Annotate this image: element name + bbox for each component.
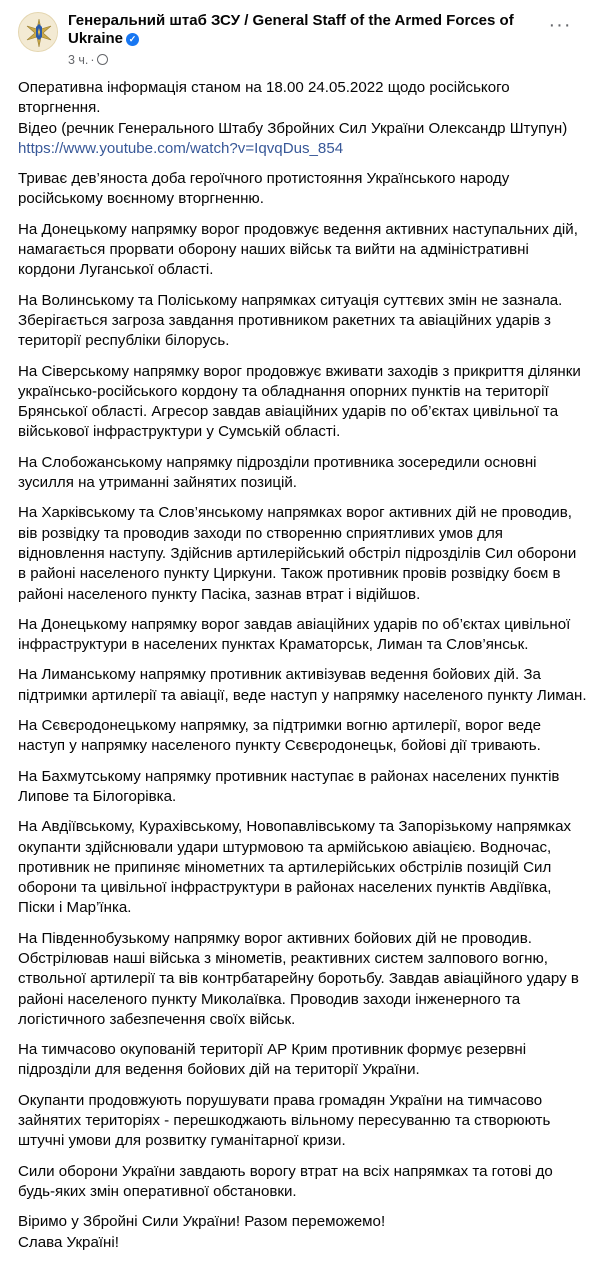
page-name-text[interactable]: Генеральний штаб ЗСУ / General Staff of the Armed Forces of Ukraine [68,12,514,47]
armed-forces-emblem-icon [19,13,58,52]
post-closing [18,1212,588,1253]
post-paragraph: На Авдіївському, Курахівському, Новопавлівському та Запорізькому напрямках окупанти здійснювали удари штурмовою та армійською авіацією. Водночас, противник не припиняє мінометних та артилерійських обстрілів позицій Сил оборони та цивільної інфраструктури в районах населених пунктів Авдіївка, Піски і Мар’їнка. [18,818,572,917]
post-paragraph: На Харківському та Слов’янському напрямках ворог активних дій не проводив, вів розвідку та проводив заходи по створенню сприятливих умов для відновлення наступу. Здійснив артилерійський обстріл підрозділів Сил оборони в районі населеного пункту Циркуни. Також противник провів розвідку боєм в районі населеного пункту Пасіка, зазнав втрат і відійшов. [18,504,577,603]
post-timestamp[interactable]: 3 ч. [68,53,89,67]
post-paragraph: На Донецькому напрямку ворог завдав авіаційних ударів по об’єктах цивільної інфраструктури в населених пунктах Краматорськ, Лиман та Слов’янськ. [18,615,571,654]
post-paragraph: Сили оборони України завдають ворогу втрат на всіх напрямках та готові до будь-яких змін оперативної обстановки. [18,1162,553,1200]
intro-line-1: Оперативна інформація станом на 18.00 24.05.2022 щодо російського вторгнення. [18,79,510,117]
post-intro [18,78,588,159]
closing-line-2: Слава Україні! [18,1233,119,1251]
post-header [0,0,599,72]
meta-separator: · [90,53,95,67]
post-paragraph: На Волинському та Поліському напрямках ситуація суттєвих змін не зазнала. Зберігається загроза завдання противником ракетних та авіаційних ударів з території республіки білорусь. [18,291,563,350]
intro-line-2: Відео (речник Генерального Штабу Збройних Сил України Олександр Штупун) [18,119,568,137]
page-name[interactable] [68,12,528,48]
post-paragraph: На Донецькому напрямку ворог продовжує ведення активних наступальних дій, намагається прорвати оборону наших військ та вийти на адміністративні кордони Луганської області. [18,220,578,279]
post-paragraph: На Бахмутському напрямку противник наступає в районах населених пунктів Липове та Білогорівка. [18,767,560,805]
post-paragraph: На тимчасово окупованій території АР Крим противник формує резервні підрозділи для ведення бойових дій на території України. [18,1041,527,1079]
post-paragraph: Окупанти продовжують порушувати права громадян України на тимчасово зайнятих територіях - перешкоджають вільному пересуванню та створюють штучні умови для розвитку гуманітарної кризи. [18,1091,551,1150]
post-paragraph: На Південнобузькому напрямку ворог активних бойових дій не проводив. Обстрілював наші війська з мінометів, реактивних систем залпового вогню, ствольної артилерії та вів контрбатарейну боротьбу. Завдав авіаційного удару в районі населеного пункту Миколаївка. Проводив заходи інженерного та логістичного забезпечення своїх військ. [18,929,579,1028]
post-paragraph: На Сіверському напрямку ворог продовжує вживати заходів з прикриття ділянки українсько-російського кордону та обладнання опорних пунктів на території Брянської області. Агресор завдав авіаційних ударів по об’єктах цивільної та військової інфраструктури у Сумській області. [18,362,581,441]
post-meta [68,52,108,68]
page-avatar[interactable] [18,12,58,52]
post-body [18,78,588,1263]
globe-icon[interactable] [97,54,108,65]
youtube-link[interactable]: https://www.youtube.com/watch?v=IqvqDus_854 [18,139,344,157]
post-paragraph: На Лиманському напрямку противник активізував ведення бойових дій. За підтримки артилерії та авіації, веде наступ у напрямку населеного пункту Лиман. [18,666,587,704]
more-options-icon[interactable]: ··· [548,14,572,36]
post-paragraph: На Слобожанському напрямку підрозділи противника зосередили основні зусилля на утриманні зайнятих позицій. [18,453,537,492]
post-paragraph: На Сєвєродонецькому напрямку, за підтримки вогню артилерії, ворог веде наступ у напрямку населеного пункту Сєвєродонецьк, бойові дії тривають. [18,717,541,755]
verified-badge-icon: ✓ [126,33,139,46]
closing-line-1: Віримо у Збройні Сили України! Разом переможемо! [18,1213,386,1231]
post-paragraph: Триває дев’яноста доба героїчного протистояння Українського народу російському воєнному вторгненню. [18,170,510,208]
